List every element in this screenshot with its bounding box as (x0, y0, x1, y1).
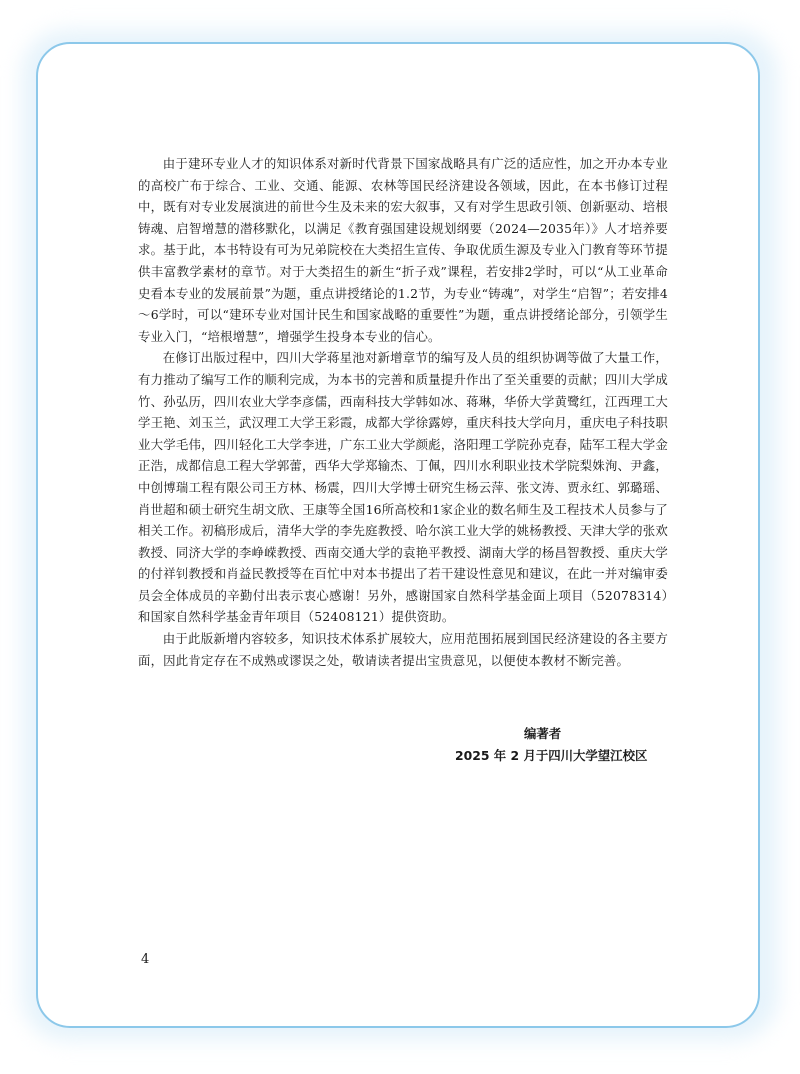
signature-date-place: 2025 年 2 月于四川大学望江校区 (455, 748, 648, 763)
paragraph-1: 由于建环专业人才的知识体系对新时代背景下国家战略具有广泛的适应性，加之开办本专业的高校广布于综合、工业、交通、能源、农林等国民经济建设各领域，因此，在本书修订过程中，既有对专业发展演进的前世今生及未来的宏大叙事，又有对学生思政引领、创新驱动、培根铸魂、启智增慧的潜移默化，以满足《教育强国建设规划纲要（2024—2035年）》人才培养要求。基于此，本书特设有可为兄弟院校在大类招生宣传、争取优质生源及专业入门教育等环节提供丰富教学素材的章节。对于大类招生的新生“折子戏”课程，若安排2学时，可以“从工业革命史看本专业的发展前景”为题，重点讲授绪论的1.2节，为专业“铸魂”，对学生“启智”；若安排4～6学时，可以“建环专业对国计民生和国家战略的重要性”为题，重点讲授绪论部分，引领学生专业入门，“培根增慧”，增强学生投身本专业的信心。 (138, 156, 668, 344)
page-number: 4 (141, 952, 150, 967)
paragraph-3: 由于此版新增内容较多，知识技术体系扩展较大，应用范围拓展到国民经济建设的各主要方面，因此肯定存在不成熟或谬误之处，敬请读者提出宝贵意见，以便使本教材不断完善。 (138, 631, 668, 668)
preface-body (138, 153, 668, 671)
paragraph-2: 在修订出版过程中，四川大学蒋星池对新增章节的编写及人员的组织协调等做了大量工作，有力推动了编写工作的顺利完成，为本书的完善和质量提升作出了至关重要的贡献；四川大学成竹、孙弘历，四川农业大学李彦儒，西南科技大学韩如冰、蒋琳，华侨大学黄鹭红，江西理工大学王艳、刘玉兰，武汉理工大学王彩霞，成都大学徐露婷，重庆科技大学向月，重庆电子科技职业大学毛伟，四川轻化工大学李进，广东工业大学颜彪，洛阳理工学院孙克春，陆军工程大学金正浩，成都信息工程大学郭蕾，西华大学郑输杰、丁佩，四川水利职业技术学院梨姝洵、尹鑫，中创博瑞工程有限公司王方林、杨震，四川大学博士研究生杨云萍、张文涛、贾永红、郭璐瑶、肖世超和硕士研究生胡文欣、王康等全国16所高校和1家企业的数名师生及工程技术人员参与了相关工作。初稿形成后，清华大学的李先庭教授、哈尔滨工业大学的姚杨教授、天津大学的张欢教授、同济大学的李峥嵘教授、西南交通大学的袁艳平教授、湖南大学的杨昌智教授、重庆大学的付祥钊教授和肖益民教授等在百忙中对本书提出了若干建设性意见和建议，在此一并对编审委员会全体成员的辛勤付出表示衷心感谢！另外，感谢国家自然科学基金面上项目（52078314）和国家自然科学基金青年项目（52408121）提供资助。 (138, 350, 668, 625)
signature-role: 编著者 (524, 726, 562, 741)
